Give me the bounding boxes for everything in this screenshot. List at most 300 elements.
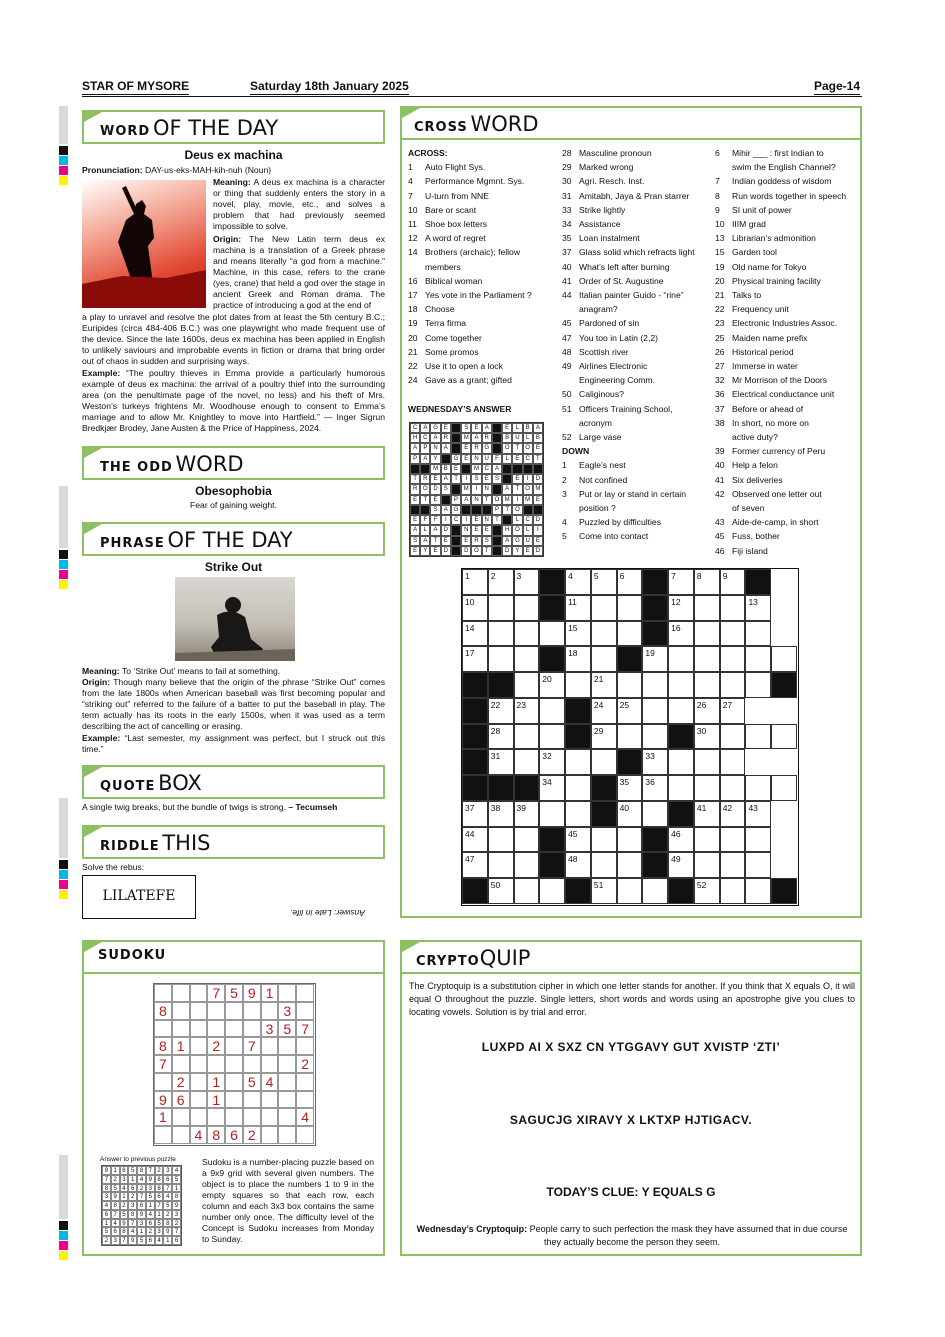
answer-letter: S xyxy=(461,423,471,433)
grid-square[interactable] xyxy=(514,621,540,647)
answer-letter: M xyxy=(502,495,512,505)
prev-answer-digit: 8 xyxy=(102,1184,111,1193)
answer-letter: N xyxy=(430,443,440,453)
prev-answer-digit: 6 xyxy=(155,1192,164,1201)
prev-answer-digit: 2 xyxy=(146,1227,155,1236)
grid-square[interactable]: 25 xyxy=(617,698,643,724)
sudoku-empty-cell[interactable] xyxy=(261,1055,279,1073)
sudoku-empty-cell[interactable] xyxy=(296,1002,314,1020)
grid-square[interactable] xyxy=(591,749,617,775)
paper-name: STAR OF MYSORE xyxy=(82,79,190,93)
prev-answer-digit: 1 xyxy=(111,1166,120,1175)
grid-square[interactable] xyxy=(488,646,514,672)
grid-square[interactable] xyxy=(771,724,797,750)
black-square xyxy=(451,423,461,433)
crypto-line-2: SAGUCJG XIRAVY X LKTXP HJTIGACV. xyxy=(509,1113,753,1127)
grid-square[interactable] xyxy=(617,827,643,853)
prev-answer-digit: 4 xyxy=(102,1201,111,1210)
grid-square[interactable] xyxy=(565,672,591,698)
clue: 9 SI unit of power xyxy=(715,204,792,215)
sudoku-empty-cell[interactable] xyxy=(261,1108,279,1126)
prev-answer-digit: 5 xyxy=(102,1227,111,1236)
sudoku-empty-cell[interactable] xyxy=(261,1126,279,1144)
grid-square[interactable]: 43 xyxy=(745,801,771,827)
grid-square[interactable] xyxy=(694,827,720,853)
sudoku-empty-cell[interactable] xyxy=(190,984,208,1002)
grid-square[interactable]: 11 xyxy=(565,595,591,621)
sudoku-empty-cell[interactable] xyxy=(296,1126,314,1144)
clue: 15 Garden tool xyxy=(715,247,777,258)
grid-square[interactable]: 1 xyxy=(462,569,488,595)
sudoku-empty-cell[interactable] xyxy=(172,1126,190,1144)
grid-square[interactable] xyxy=(720,749,746,775)
prev-answer-digit: 8 xyxy=(128,1210,137,1219)
grid-square[interactable]: 34 xyxy=(539,775,565,801)
grid-square[interactable]: 17 xyxy=(462,646,488,672)
sudoku-empty-cell[interactable] xyxy=(172,1055,190,1073)
grid-square[interactable]: 33 xyxy=(642,749,668,775)
grid-square[interactable] xyxy=(591,852,617,878)
grid-square[interactable]: 20 xyxy=(539,672,565,698)
clue: 7 Indian goddess of wisdom xyxy=(715,176,832,187)
grid-square[interactable] xyxy=(514,878,540,904)
grid-square[interactable]: 12 xyxy=(668,595,694,621)
color-mark xyxy=(59,166,68,175)
grid-square[interactable] xyxy=(488,852,514,878)
black-square xyxy=(462,878,488,904)
grid-square[interactable]: 2 xyxy=(488,569,514,595)
grid-square[interactable]: 51 xyxy=(591,878,617,904)
sudoku-empty-cell[interactable] xyxy=(225,1020,243,1038)
grid-square[interactable] xyxy=(514,724,540,750)
grid-square[interactable] xyxy=(694,852,720,878)
grid-square[interactable] xyxy=(539,878,565,904)
sudoku-empty-cell[interactable] xyxy=(243,1055,261,1073)
grid-square[interactable] xyxy=(745,646,771,672)
grid-square[interactable] xyxy=(617,878,643,904)
sudoku-empty-cell[interactable] xyxy=(278,1091,296,1109)
black-square xyxy=(410,505,420,515)
answer-letter: E xyxy=(430,546,440,556)
sudoku-empty-cell[interactable] xyxy=(190,1020,208,1038)
answer-letter: A xyxy=(492,464,502,474)
grid-square[interactable] xyxy=(642,801,668,827)
grid-square[interactable]: 18 xyxy=(565,646,591,672)
grid-square[interactable] xyxy=(565,749,591,775)
sudoku-empty-cell[interactable] xyxy=(296,984,314,1002)
grid-square[interactable]: 32 xyxy=(539,749,565,775)
grid-square[interactable] xyxy=(694,595,720,621)
prev-answer-digit: 2 xyxy=(163,1210,172,1219)
grid-square[interactable] xyxy=(642,878,668,904)
grid-square[interactable]: 3 xyxy=(514,569,540,595)
sudoku-given: 8 xyxy=(154,1002,172,1020)
sudoku-empty-cell[interactable] xyxy=(261,1037,279,1055)
clue: 41 Order of St. Augustine xyxy=(562,275,664,286)
clue: 31 Amitabh, Jaya & Pran starrer xyxy=(562,190,690,201)
sudoku-empty-cell[interactable] xyxy=(278,1037,296,1055)
sudoku-empty-cell[interactable] xyxy=(261,1002,279,1020)
sudoku-empty-cell[interactable] xyxy=(278,1108,296,1126)
clue: 26 Historical period xyxy=(715,346,794,357)
grid-square[interactable] xyxy=(771,646,797,672)
grid-square[interactable] xyxy=(668,749,694,775)
grid-square[interactable]: 52 xyxy=(694,878,720,904)
prev-answer-digit: 4 xyxy=(172,1166,181,1175)
grid-square[interactable]: 42 xyxy=(720,801,746,827)
sudoku-empty-cell[interactable] xyxy=(278,984,296,1002)
sudoku-empty-cell[interactable] xyxy=(154,1126,172,1144)
phrase-text: Strike Out xyxy=(204,560,263,574)
answer-letter: A xyxy=(533,423,543,433)
grid-square[interactable] xyxy=(565,801,591,827)
grid-square[interactable]: 5 xyxy=(591,569,617,595)
answer-letter: T xyxy=(410,474,420,484)
grid-square[interactable]: 38 xyxy=(488,801,514,827)
sudoku-empty-cell[interactable] xyxy=(225,1037,243,1055)
answer-letter: N xyxy=(482,515,492,525)
clue: 22 Use it to open a lock xyxy=(408,361,503,372)
grid-square[interactable]: 15 xyxy=(565,621,591,647)
sudoku-empty-cell[interactable] xyxy=(207,1020,225,1038)
prev-answer-digit: 8 xyxy=(111,1201,120,1210)
grid-square[interactable]: 23 xyxy=(514,698,540,724)
grid-square[interactable] xyxy=(771,775,797,801)
grid-square[interactable] xyxy=(720,621,746,647)
sudoku-empty-cell[interactable] xyxy=(225,1091,243,1109)
answer-letter: G xyxy=(482,443,492,453)
answer-letter: H xyxy=(410,433,420,443)
grid-square[interactable] xyxy=(565,775,591,801)
sudoku-empty-cell[interactable] xyxy=(225,1108,243,1126)
grid-square[interactable]: 31 xyxy=(488,749,514,775)
grid-square[interactable] xyxy=(514,595,540,621)
grid-square[interactable] xyxy=(514,749,540,775)
grid-square[interactable]: 22 xyxy=(488,698,514,724)
sudoku-empty-cell[interactable] xyxy=(190,1002,208,1020)
clue: active duty? xyxy=(732,432,778,443)
grid-square[interactable] xyxy=(668,646,694,672)
grid-square[interactable] xyxy=(642,724,668,750)
black-square xyxy=(502,515,512,525)
sudoku-empty-cell[interactable] xyxy=(296,1091,314,1109)
answer-letter: M xyxy=(523,495,533,505)
grid-square[interactable] xyxy=(668,775,694,801)
black-square xyxy=(462,749,488,775)
sudoku-rules: Sudoku is a number-placing puzzle based on a 9x9 grid with several given numbers. The object is to place the numbers 1 to 9 in the empty squares so that each row, each column and each 3x3 box contains the same number only once. The difficulty level of the Concept is Sudoku increases from Monday to Sunday. xyxy=(202,1157,374,1244)
grid-square[interactable] xyxy=(694,749,720,775)
grid-square[interactable] xyxy=(488,827,514,853)
grid-square[interactable]: 14 xyxy=(462,621,488,647)
grid-square[interactable] xyxy=(745,827,771,853)
sudoku-empty-cell[interactable] xyxy=(207,1002,225,1020)
prev-answer-digit: 5 xyxy=(172,1175,181,1184)
sudoku-empty-cell[interactable] xyxy=(190,1055,208,1073)
prev-answer-digit: 5 xyxy=(111,1184,120,1193)
sudoku-given: 4 xyxy=(296,1108,314,1126)
prev-answer-digit: 3 xyxy=(163,1166,172,1175)
answer-letter: O xyxy=(523,443,533,453)
kneeling-man-image xyxy=(175,577,295,661)
grid-square[interactable] xyxy=(514,672,540,698)
grid-square[interactable] xyxy=(514,646,540,672)
answer-letter: C xyxy=(451,515,461,525)
issue-date: Saturday 18th January 2025 xyxy=(250,79,409,93)
grid-square[interactable] xyxy=(642,672,668,698)
black-square xyxy=(492,536,502,546)
grid-square[interactable] xyxy=(488,595,514,621)
grid-square[interactable]: 40 xyxy=(617,801,643,827)
grid-square[interactable] xyxy=(745,878,771,904)
black-square xyxy=(492,525,502,535)
prev-answer-digit: 7 xyxy=(102,1175,111,1184)
clue: 51 Officers Training School, xyxy=(562,403,673,414)
prev-answer-digit: 9 xyxy=(146,1175,155,1184)
black-square xyxy=(488,672,514,698)
sudoku-empty-cell[interactable] xyxy=(243,1020,261,1038)
sudoku-empty-cell[interactable] xyxy=(296,1037,314,1055)
sudoku-empty-cell[interactable] xyxy=(243,1108,261,1126)
answer-letter: E xyxy=(512,474,522,484)
grid-square[interactable] xyxy=(591,646,617,672)
prev-answer-digit: 2 xyxy=(172,1219,181,1228)
answer-letter: E xyxy=(471,515,481,525)
grid-square[interactable]: 47 xyxy=(462,852,488,878)
grid-square[interactable]: 13 xyxy=(745,595,771,621)
sudoku-empty-cell[interactable] xyxy=(207,1055,225,1073)
grid-square[interactable] xyxy=(617,595,643,621)
grid-square[interactable]: 30 xyxy=(694,724,720,750)
riddle-title: RIDDLE THIS xyxy=(100,831,211,855)
grid-square[interactable] xyxy=(668,672,694,698)
grid-square[interactable]: 35 xyxy=(617,775,643,801)
grid-square[interactable]: 9 xyxy=(720,569,746,595)
clues-down-col3 xyxy=(715,146,846,558)
prev-answer-digit: 4 xyxy=(155,1236,164,1245)
sudoku-empty-cell[interactable] xyxy=(172,1108,190,1126)
sudoku-empty-cell[interactable] xyxy=(207,1108,225,1126)
grid-square[interactable] xyxy=(720,724,746,750)
sudoku-empty-cell[interactable] xyxy=(225,1002,243,1020)
prev-answer-digit: 1 xyxy=(155,1210,164,1219)
grid-square[interactable] xyxy=(745,672,771,698)
grid-square[interactable]: 44 xyxy=(462,827,488,853)
grid-square[interactable] xyxy=(514,852,540,878)
grid-square[interactable]: 49 xyxy=(668,852,694,878)
wotd-origin-b: a play to unravel and resolve the plot dates from at least the 5th century B.C.; Euripides (circa 484-406 B.C.) was one playwright who made frequent use of the device. Since the late 1600s, deus ex machina has been applied in English to unlikely saviours and improbable events in fiction or drama that bring order out of chaos in sudden and surprising ways. xyxy=(82,312,385,366)
odd-title: THE ODD WORD xyxy=(100,452,244,476)
clue: of seven xyxy=(732,503,765,514)
grid-square[interactable] xyxy=(642,698,668,724)
black-square xyxy=(523,464,533,474)
prev-answer-digit: 7 xyxy=(128,1219,137,1228)
sudoku-empty-cell[interactable] xyxy=(225,1055,243,1073)
answer-letter: E xyxy=(441,536,451,546)
grid-square[interactable] xyxy=(539,801,565,827)
grid-square[interactable] xyxy=(591,621,617,647)
clue: 47 You too in Latin (2,2) xyxy=(562,332,658,343)
answer-letter: T xyxy=(451,474,461,484)
margin-bar xyxy=(59,798,68,858)
sudoku-given: 5 xyxy=(278,1020,296,1038)
sudoku-empty-cell[interactable] xyxy=(261,1091,279,1109)
color-mark xyxy=(59,570,68,579)
grid-square[interactable]: 6 xyxy=(617,569,643,595)
grid-square[interactable] xyxy=(720,878,746,904)
sudoku-empty-cell[interactable] xyxy=(154,1073,172,1091)
answer-letter: E xyxy=(430,495,440,505)
answer-letter: O xyxy=(492,495,502,505)
grid-square[interactable] xyxy=(617,724,643,750)
sudoku-given: 6 xyxy=(172,1091,190,1109)
answer-letter: O xyxy=(420,484,430,494)
sudoku-empty-cell[interactable] xyxy=(278,1073,296,1091)
grid-square[interactable] xyxy=(720,852,746,878)
grid-square[interactable]: 16 xyxy=(668,621,694,647)
answer-letter: O xyxy=(512,505,522,515)
grid-square[interactable] xyxy=(539,621,565,647)
sudoku-empty-cell[interactable] xyxy=(278,1126,296,1144)
grid-square[interactable] xyxy=(694,646,720,672)
grid-square[interactable] xyxy=(745,621,771,647)
color-mark xyxy=(59,860,68,869)
clue: 7 U-turn from NNE xyxy=(408,190,489,201)
black-square xyxy=(462,672,488,698)
grid-square[interactable] xyxy=(720,646,746,672)
crossword-grid xyxy=(461,568,799,906)
grid-square[interactable]: 21 xyxy=(591,672,617,698)
sudoku-empty-cell[interactable] xyxy=(190,1091,208,1109)
color-mark xyxy=(59,146,68,155)
grid-square[interactable]: 45 xyxy=(565,827,591,853)
black-square xyxy=(462,698,488,724)
grid-square[interactable] xyxy=(720,827,746,853)
grid-square[interactable]: 29 xyxy=(591,724,617,750)
sudoku-given: 6 xyxy=(225,1126,243,1144)
grid-square[interactable] xyxy=(694,621,720,647)
grid-square[interactable]: 37 xyxy=(462,801,488,827)
color-mark xyxy=(59,156,68,165)
sudoku-empty-cell[interactable] xyxy=(172,1002,190,1020)
prev-answer-digit: 4 xyxy=(137,1175,146,1184)
grid-square[interactable] xyxy=(488,621,514,647)
black-square xyxy=(642,852,668,878)
clue: 20 Come together xyxy=(408,332,482,343)
grid-square[interactable] xyxy=(694,775,720,801)
answer-letter: B xyxy=(523,423,533,433)
grid-square[interactable]: 48 xyxy=(565,852,591,878)
answer-letter: T xyxy=(502,505,512,515)
grid-square[interactable] xyxy=(694,672,720,698)
crypto-clue: TODAY’S CLUE: Y EQUALS G xyxy=(546,1185,716,1199)
crossword-title: CROSS WORD xyxy=(414,112,539,136)
grid-square[interactable] xyxy=(617,621,643,647)
phrase-origin: Origin: Though many believe that the origin of the phrase “Strike Out” comes from the late 1800s when American baseball was first becoming popular and “striking out” referred to the failure of a batter to put the baseball in play. The term actually has its roots in the early 1500s, when it was used as a term describing the act of cancelling or erasing. xyxy=(82,677,385,731)
grid-square[interactable] xyxy=(668,698,694,724)
clue: 20 Physical training facility xyxy=(715,275,821,286)
grid-square[interactable] xyxy=(617,672,643,698)
sudoku-empty-cell[interactable] xyxy=(154,1020,172,1038)
grid-square[interactable]: 4 xyxy=(565,569,591,595)
grid-square[interactable]: 10 xyxy=(462,595,488,621)
prev-answer-digit: 8 xyxy=(172,1192,181,1201)
answer-letter: S xyxy=(430,505,440,515)
grid-square[interactable]: 36 xyxy=(642,775,668,801)
grid-square[interactable] xyxy=(617,852,643,878)
grid-square[interactable] xyxy=(720,595,746,621)
prev-answer-digit: 8 xyxy=(137,1166,146,1175)
prev-answer-digit: 2 xyxy=(111,1175,120,1184)
grid-square[interactable]: 7 xyxy=(668,569,694,595)
sudoku-empty-cell[interactable] xyxy=(278,1055,296,1073)
black-square xyxy=(461,505,471,515)
answer-letter: U xyxy=(523,536,533,546)
sudoku-empty-cell[interactable] xyxy=(296,1073,314,1091)
grid-square[interactable] xyxy=(514,827,540,853)
grid-square[interactable] xyxy=(591,827,617,853)
crypto-wednesday: Wednesday’s Cryptoquip: People carry to such perfection the mask they have assumed that in due course they actually become the person they seem. xyxy=(416,1224,848,1247)
answer-letter: R xyxy=(482,433,492,443)
grid-square[interactable] xyxy=(539,698,565,724)
odd-definition: Fear of gaining weight. xyxy=(190,500,277,510)
grid-square[interactable] xyxy=(591,595,617,621)
sudoku-empty-cell[interactable] xyxy=(243,1091,261,1109)
black-square xyxy=(642,827,668,853)
prev-sudoku-answer xyxy=(101,1165,182,1246)
sudoku-empty-cell[interactable] xyxy=(154,984,172,1002)
grid-square[interactable] xyxy=(720,775,746,801)
sudoku-empty-cell[interactable] xyxy=(243,1002,261,1020)
grid-square[interactable]: 28 xyxy=(488,724,514,750)
grid-square[interactable]: 26 xyxy=(694,698,720,724)
sudoku-empty-cell[interactable] xyxy=(190,1108,208,1126)
prev-answer-digit: 6 xyxy=(111,1227,120,1236)
grid-square[interactable]: 39 xyxy=(514,801,540,827)
sudoku-empty-cell[interactable] xyxy=(172,1020,190,1038)
grid-square[interactable]: 41 xyxy=(694,801,720,827)
clue: 49 Airlines Electronic xyxy=(562,361,648,372)
grid-square[interactable]: 46 xyxy=(668,827,694,853)
grid-square[interactable] xyxy=(745,724,771,750)
grid-square[interactable] xyxy=(720,672,746,698)
sudoku-empty-cell[interactable] xyxy=(190,1073,208,1091)
black-square xyxy=(502,464,512,474)
phrase-example: Example: “Last semester, my assignment was perfect, but I struck out this time.” xyxy=(82,733,386,754)
grid-square[interactable] xyxy=(745,775,771,801)
answer-letter: E xyxy=(533,536,543,546)
grid-square[interactable]: 19 xyxy=(642,646,668,672)
grid-square[interactable] xyxy=(745,852,771,878)
answer-letter: A xyxy=(502,536,512,546)
sudoku-empty-cell[interactable] xyxy=(225,1073,243,1091)
answer-letter: M xyxy=(471,464,481,474)
grid-square[interactable] xyxy=(539,724,565,750)
grid-square[interactable]: 50 xyxy=(488,878,514,904)
answer-letter: M xyxy=(430,464,440,474)
answer-letter: S xyxy=(471,474,481,484)
black-square xyxy=(668,801,694,827)
black-square xyxy=(523,505,533,515)
grid-square[interactable]: 27 xyxy=(720,698,746,724)
answer-letter: E xyxy=(451,464,461,474)
sudoku-given: 8 xyxy=(154,1037,172,1055)
grid-square[interactable]: 24 xyxy=(591,698,617,724)
sudoku-empty-cell[interactable] xyxy=(172,984,190,1002)
answer-letter: D xyxy=(441,525,451,535)
sudoku-empty-cell[interactable] xyxy=(190,1037,208,1055)
grid-square[interactable]: 8 xyxy=(694,569,720,595)
clues-across-col1 xyxy=(408,146,532,417)
